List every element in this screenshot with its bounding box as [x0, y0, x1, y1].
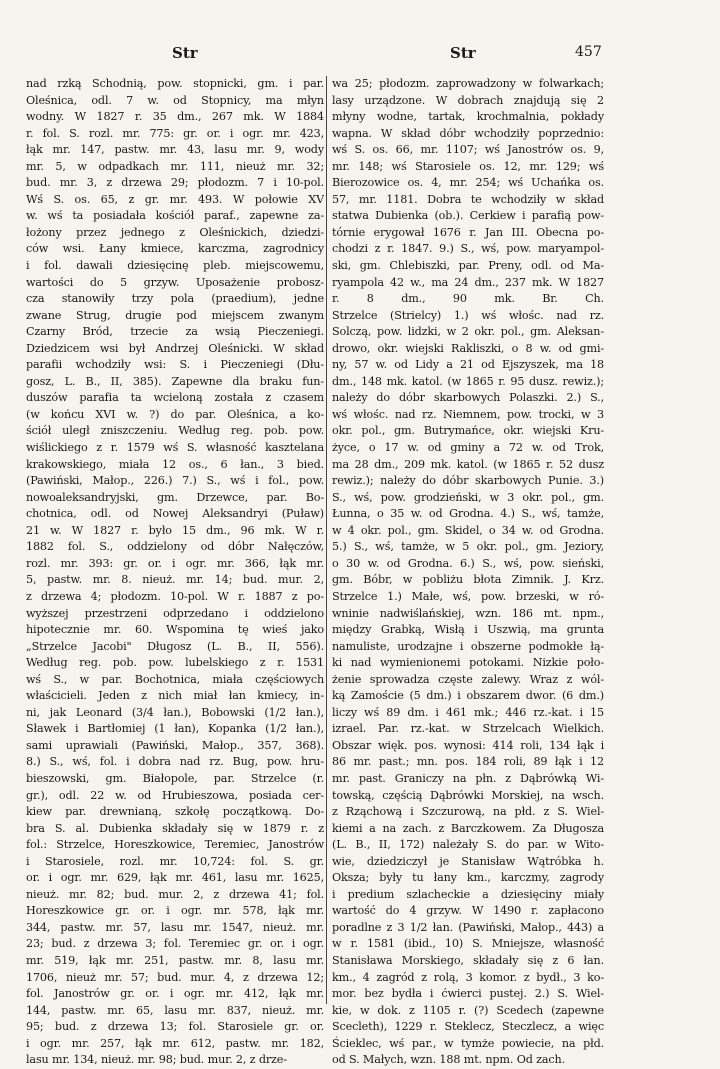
text-line: Sławek i Bartłomiej (1 łan), Kopanka (1/2 łan.), [26, 722, 324, 736]
text-line: gosz, L. B., II, 385). Zapewne dla braku fun- [26, 374, 324, 388]
text-line: (L. B., II, 172) należały S. do par. w Wito- [332, 838, 604, 852]
text-line: wiślickiego z r. 1579 wś S. własność kasztelana [26, 441, 324, 455]
text-line: duszów parafia ta wcieloną została z czasem [26, 391, 324, 405]
text-line: or. i ogr. mr. 629, łąk mr. 461, lasu mr. 1625, [26, 871, 324, 885]
text-line: 57, mr. 1181. Dobra te wchodziły w skład [332, 192, 604, 206]
text-line: ców wsi. Łany kmiece, karczma, zagrodnicy [26, 242, 324, 256]
text-line: ką Zamoście (5 dm.) i obszarem dwor. (6 dm.) [332, 689, 604, 703]
text-line: dm., 148 mk. katol. (w 1865 r. 95 dusz. rewiz.); [332, 374, 604, 388]
text-line: okr. pol., gm. Butrymańce, okr. wiejski Kru- [332, 424, 604, 438]
text-line: tórnie erygował 1676 r. Jan III. Obecna po- [332, 225, 604, 239]
text-line: wie, dziedziczył je Stanisław Wątróbka h. [332, 854, 604, 868]
text-line: towską, częścią Dąbrówki Morskiej, na wsch. [332, 788, 604, 802]
text-line: 86 mr. past.; mn. pos. 184 roli, 89 łąk i 12 [332, 755, 604, 769]
text-line: cza stanowiły trzy pola (praedium), jedne [26, 292, 324, 306]
text-line: r. 8 dm., 90 mk. Br. Ch. [332, 292, 604, 306]
text-line: Dziedzicem wsi był Andrzej Oleśnicki. W skład [26, 341, 324, 355]
text-line: należy do dóbr skarbowych Polaszki. 2.) S., [332, 391, 604, 405]
text-line: rozl. mr. 393: gr. or. i ogr. mr. 366, łąk mr. [26, 556, 324, 570]
text-line: (w końcu XVI w. ?) do par. Oleśnica, a ko- [26, 407, 324, 421]
text-line: Według reg. pob. pow. lubelskiego z r. 1531 [26, 656, 324, 670]
text-line: łożony przez jednego z Oleśnickich, dziedzi- [26, 225, 324, 239]
text-line: między Grabką, Wisłą i Uszwią, ma grunta [332, 623, 604, 637]
text-line: ki nad wymienionemi potokami. Nizkie poło- [332, 656, 604, 670]
text-line: młyny wodne, tartak, krochmalnia, pokłady [332, 110, 604, 124]
column-divider [326, 76, 327, 1004]
text-line: wś S., w par. Bochotnica, miała częściowych [26, 672, 324, 686]
text-line: „Strzelce Jacobi" Długosz (L. B., II, 556). [26, 639, 324, 653]
text-line: ryampola 42 w., ma 24 dm., 237 mk. W 1827 [332, 275, 604, 289]
text-line: Solczą, pow. lidzki, w 2 okr. pol., gm. Aleksan- [332, 325, 604, 339]
text-line: drowo, okr. wiejski Rakliszki, o 8 w. od gmi- [332, 341, 604, 355]
text-line: Wś S. os. 65, z gr. mr. 493. W połowie XV [26, 192, 324, 206]
text-line: kiemi a na zach. z Barczkowem. Za Długosza [332, 821, 604, 835]
text-line: Strzelce 1.) Małe, wś, pow. brzeski, w ró- [332, 589, 604, 603]
text-line: S., wś, pow. grodzieński, w 3 okr. pol., gm. [332, 490, 604, 504]
text-line: gr.), odl. 22 w. od Hrubieszowa, posiada cer- [26, 788, 324, 802]
text-line: wa 25; płodozm. zaprowadzony w folwarkach; [332, 77, 604, 90]
text-line: chodzi z r. 1847. 9.) S., wś, pow. maryampol- [332, 242, 604, 256]
text-line: i predium szlacheckie a dziesięciny miały [332, 887, 604, 901]
text-line: Ścieklec, wś par., w tymże powiecie, na płd. [332, 1036, 604, 1050]
text-line: ski, gm. Chlebiszki, par. Preny, odl. od Ma- [332, 259, 604, 273]
text-line: mr. past. Graniczy na płn. z Dąbrówką Wi- [332, 771, 604, 785]
text-line: r. fol. S. rozl. mr. 775: gr. or. i ogr. mr. 423, [26, 126, 324, 140]
text-line: Bierozowice os. 4, mr. 254; wś Uchańka os. [332, 176, 604, 190]
text-line: 344, pastw. mr. 57, lasu mr. 1547, nieuż. mr. [26, 920, 324, 934]
text-line: lasu mr. 134, nieuż. mr. 98; bud. mur. 2, z drze- [26, 1053, 287, 1067]
text-line: zwane Strug, drugie pod miejscem zwanym [26, 308, 324, 322]
text-line: w r. 1581 (ibid., 10) S. Mniejsze, własność [332, 937, 604, 951]
text-line: wodny. W 1827 r. 35 dm., 267 mk. W 1884 [26, 110, 324, 124]
text-line: statwa Dubienka (ob.). Cerkiew i parafią pow- [332, 209, 604, 223]
text-line: o 30 w. od Grodna. 6.) S., wś, pow. sieński, [332, 556, 604, 570]
text-line: bra S. al. Dubienka składały się w 1879 r. z [26, 821, 324, 835]
text-line: Scecleth), 1229 r. Steklecz, Steczlecz, a więc [332, 1020, 604, 1034]
text-line: żenie sprowadza częste zalewy. Wraz z wól- [332, 672, 604, 686]
text-line: nowoaleksandryjski, gm. Drzewce, par. Bo- [26, 490, 324, 504]
text-line: życe, o 17 w. od gminy a 72 w. od Trok, [332, 441, 604, 455]
text-line: 5, pastw. mr. 8. nieuż. mr. 14; bud. mur. 2, [26, 573, 324, 587]
text-line: Oleśnica, odl. 7 w. od Stopnicy, ma młyn [26, 93, 324, 107]
text-line: Łunna, o 35 w. od Grodna. 4.) S., wś, tamże, [332, 507, 604, 521]
text-line: nieuż. mr. 82; bud. mur. 2, z drzewa 41; fol. [26, 887, 324, 901]
text-line: Stanisława Morskiego, składały się z 6 łan. [332, 953, 604, 967]
text-line: ny, 57 w. od Lidy a 21 od Ejszyszek, ma 18 [332, 358, 604, 372]
text-line: kie, w dok. z 1105 r. (?) Scedech (zapewne [332, 1003, 604, 1017]
text-line: liczy wś 89 dm. i 461 mk.; 446 rz.-kat. i 15 [332, 705, 604, 719]
text-line: sami uprawiali (Pawiński, Małop., 357, 368). [26, 738, 324, 752]
text-line: Horeszkowice gr. or. i ogr. mr. 578, łąk mr. [26, 904, 324, 918]
text-line: mr. 519, łąk mr. 251, pastw. mr. 8, lasu mr. [26, 953, 324, 967]
header-left-word: Str [172, 44, 198, 62]
text-line: ni, jak Leonard (3/4 łan.), Bobowski (1/2 łan.), [26, 705, 324, 719]
text-line: bieszowski, gm. Białopole, par. Strzelce (r. [26, 771, 324, 785]
text-line: z drzewa 4; płodozm. 10-pol. W r. 1887 z po- [26, 589, 324, 603]
text-line: parafii wchodziły wsi: S. i Pieczeniegi (Dłu- [26, 358, 324, 372]
running-header [0, 44, 720, 66]
text-line: i fol. dawali dziesięcinę pleb. miejscowemu, [26, 259, 324, 273]
text-line: mr. 148; wś Starosiele os. 12, mr. 129; wś [332, 159, 604, 173]
text-line: wartość do 4 grzyw. W 1490 r. zapłacono [332, 904, 604, 918]
right-column [332, 76, 604, 1069]
text-line: (Pawiński, Małop., 226.) 7.) S., wś i fol., pow. [26, 474, 324, 488]
text-line: ściół uległ zniszczeniu. Według reg. pob. pow. [26, 424, 324, 438]
header-right-word: Str [450, 44, 476, 62]
page-number: 457 [575, 44, 602, 60]
text-line: Obszar więk. pos. wynosi: 414 roli, 134 łąk i [332, 738, 604, 752]
text-line: Oksza; były tu łany km., karczmy, zagrody [332, 871, 604, 885]
text-line: właścicieli. Jeden z nich miał łan kmiecy, in- [26, 689, 324, 703]
text-line: wapna. W skład dóbr wchodziły poprzednio: [332, 126, 604, 140]
text-line: gm. Bóbr, w pobliżu błota Zimnik. J. Krz. [332, 573, 604, 587]
text-line: fol.: Strzelce, Horeszkowice, Teremiec, Janostrów [26, 838, 324, 852]
text-line: nad rzką Schodnią, pow. stopnicki, gm. i par. [26, 77, 324, 90]
text-line: 1882 fol. S., oddzielony od dóbr Nałęczów, [26, 540, 324, 554]
text-line: w. wś ta posiadała kościół paraf., zapewne za- [26, 209, 324, 223]
text-line: 23; bud. z drzewa 3; fol. Teremiec gr. or. i ogr. [26, 937, 324, 951]
text-line: wyższej przestrzeni odprzedano i oddzielono [26, 606, 324, 620]
text-line: bud. mr. 3, z drzewa 29; płodozm. 7 i 10-pol. [26, 176, 324, 190]
text-line: w 4 okr. pol., gm. Skidel, o 34 w. od Grodna. [332, 523, 604, 537]
text-line: chotnica, odl. od Nowej Aleksandryi (Puław) [26, 507, 324, 521]
text-line: 5.) S., wś, tamże, w 5 okr. pol., gm. Jeziory, [332, 540, 604, 554]
text-line: wś S. os. 66, mr. 1107; wś Janostrów os. 9, [332, 143, 604, 157]
text-line: namuliste, urodzajne i obszerne podmokłe łą- [332, 639, 604, 653]
text-line: 144, pastw. mr. 65, lasu mr. 837, nieuż. mr. [26, 1003, 324, 1017]
text-line: kiew par. drewnianą, szkołę początkową. Do- [26, 805, 324, 819]
text-line: z Rząchową i Szczurową, na płd. z S. Wiel- [332, 805, 604, 819]
text-line: ma 28 dm., 209 mk. katol. (w 1865 r. 52 dusz [332, 457, 604, 471]
text-line: i ogr. mr. 257, łąk mr. 612, pastw. mr. 182, [26, 1036, 324, 1050]
text-line: izrael. Par. rz.-kat. w Strzelcach Wielkich. [332, 722, 604, 736]
text-line: rewiz.); należy do dóbr skarbowych Punie. 3.) [332, 474, 604, 488]
text-line: 1706, nieuż mr. 57; bud. mur. 4, z drzewa 12; [26, 970, 324, 984]
text-line: wś włośc. nad rz. Niemnem, pow. trocki, w 3 [332, 407, 604, 421]
text-line: lasy urządzone. W dobrach znajdują się 2 [332, 93, 604, 107]
text-line: wninie nadwiślańskiej, wzn. 186 mt. npm., [332, 606, 604, 620]
left-column [26, 76, 324, 1069]
text-line: km., 4 zagród z rolą, 3 komor. z bydł., 3 ko- [332, 970, 604, 984]
text-line: Czarny Bród, trzecie za wsią Pieczeniegi. [26, 325, 324, 339]
text-line: łąk mr. 147, pastw. mr. 43, lasu mr. 9, wody [26, 143, 324, 157]
text-line: od S. Małych, wzn. 188 mt. npm. Od zach. [332, 1053, 565, 1067]
text-line: hipotecznie mr. 60. Wspomina tę wieś jako [26, 623, 324, 637]
text-line: i Starosiele, rozl. mr. 10,724: fol. S. gr. [26, 854, 324, 868]
text-line: 95; bud. z drzewa 13; fol. Starosiele gr. or. [26, 1020, 324, 1034]
text-line: fol. Janostrów gr. or. i ogr. mr. 412, łąk mr. [26, 987, 324, 1001]
text-line: mr. 5, w odpadkach mr. 111, nieuż mr. 32; [26, 159, 324, 173]
text-line: mor. bez bydła i ćwierci pustej. 2.) S. Wiel- [332, 987, 604, 1001]
text-line: 8.) S., wś, fol. i dobra nad rz. Bug, pow. hru- [26, 755, 324, 769]
text-line: poradlne z 3 1/2 łan. (Pawiński, Małop., 443) a [332, 920, 604, 934]
text-line: wartości do 5 grzyw. Uposażenie probosz- [26, 275, 324, 289]
text-line: krakowskiego, miała 12 os., 6 łan., 3 bied. [26, 457, 324, 471]
text-line: 21 w. W 1827 r. było 15 dm., 96 mk. W r. [26, 523, 324, 537]
text-line: Strzelce (Strielcy) 1.) wś włośc. nad rz. [332, 308, 604, 322]
